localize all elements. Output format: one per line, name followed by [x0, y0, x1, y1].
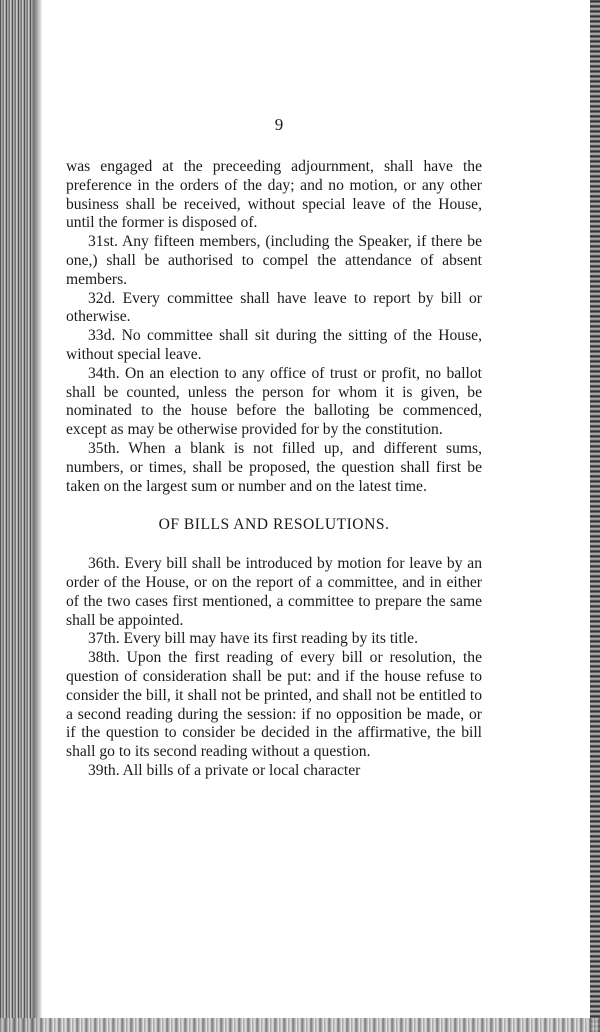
page-body — [66, 158, 482, 781]
bottom-page-edge — [0, 1018, 600, 1032]
paragraph-rule-31: 31st. Any fifteen members, (including the Speaker, if there be one,) shall be authorised to compel the attendance of absent members. — [66, 233, 482, 288]
section-heading: OF BILLS AND RESOLUTIONS. — [158, 516, 390, 534]
paragraph-rule-39: 39th. All bills of a private or local character — [88, 761, 361, 779]
paragraph-rule-34: 34th. On an election to any office of trust or profit, no ballot shall be counted, unless the person for whom it is given, be nominated to the house before the balloting be commenced, except as may be otherwise provided for by the constitution. — [66, 364, 482, 439]
paragraph-rule-38: 38th. Upon the first reading of every bill or resolution, the question of consideration shall be put: and if the house refuse to consider the bill, it shall not be printed, and shall not be entitled to a second reading during the session: if no opposition be made, or if the question to consider be decided in the affirmative, the bill shall go to its second reading without a question. — [66, 649, 482, 761]
book-binding-edge — [0, 0, 34, 1032]
paragraph-rule-37: 37th. Every bill may have its first reading by its title. — [88, 630, 419, 648]
paragraph-rule-32: 32d. Every committee shall have leave to report by bill or otherwise. — [66, 289, 482, 326]
paragraph-continuation: was engaged at the preceeding adjournment, shall have the preference in the orders of the day; and no motion, or any other business shall be received, without special leave of the House, until the former is disposed of. — [66, 158, 482, 232]
binding-shadow — [34, 0, 42, 1032]
paragraph-rule-33: 33d. No committee shall sit during the sitting of the House, without special leave. — [66, 327, 482, 363]
right-page-edge — [590, 0, 600, 1032]
page-number: 9 — [274, 115, 284, 134]
paragraph-rule-36: 36th. Every bill shall be introduced by motion for leave by an order of the House, or on the report of a committee, and in either of the two cases first mentioned, a committee to prepare the same shall be appointed. — [66, 555, 482, 629]
paragraph-rule-35: 35th. When a blank is not filled up, and different sums, numbers, or times, shall be proposed, the question shall first be taken on the largest sum or number and on the latest time. — [66, 439, 482, 495]
